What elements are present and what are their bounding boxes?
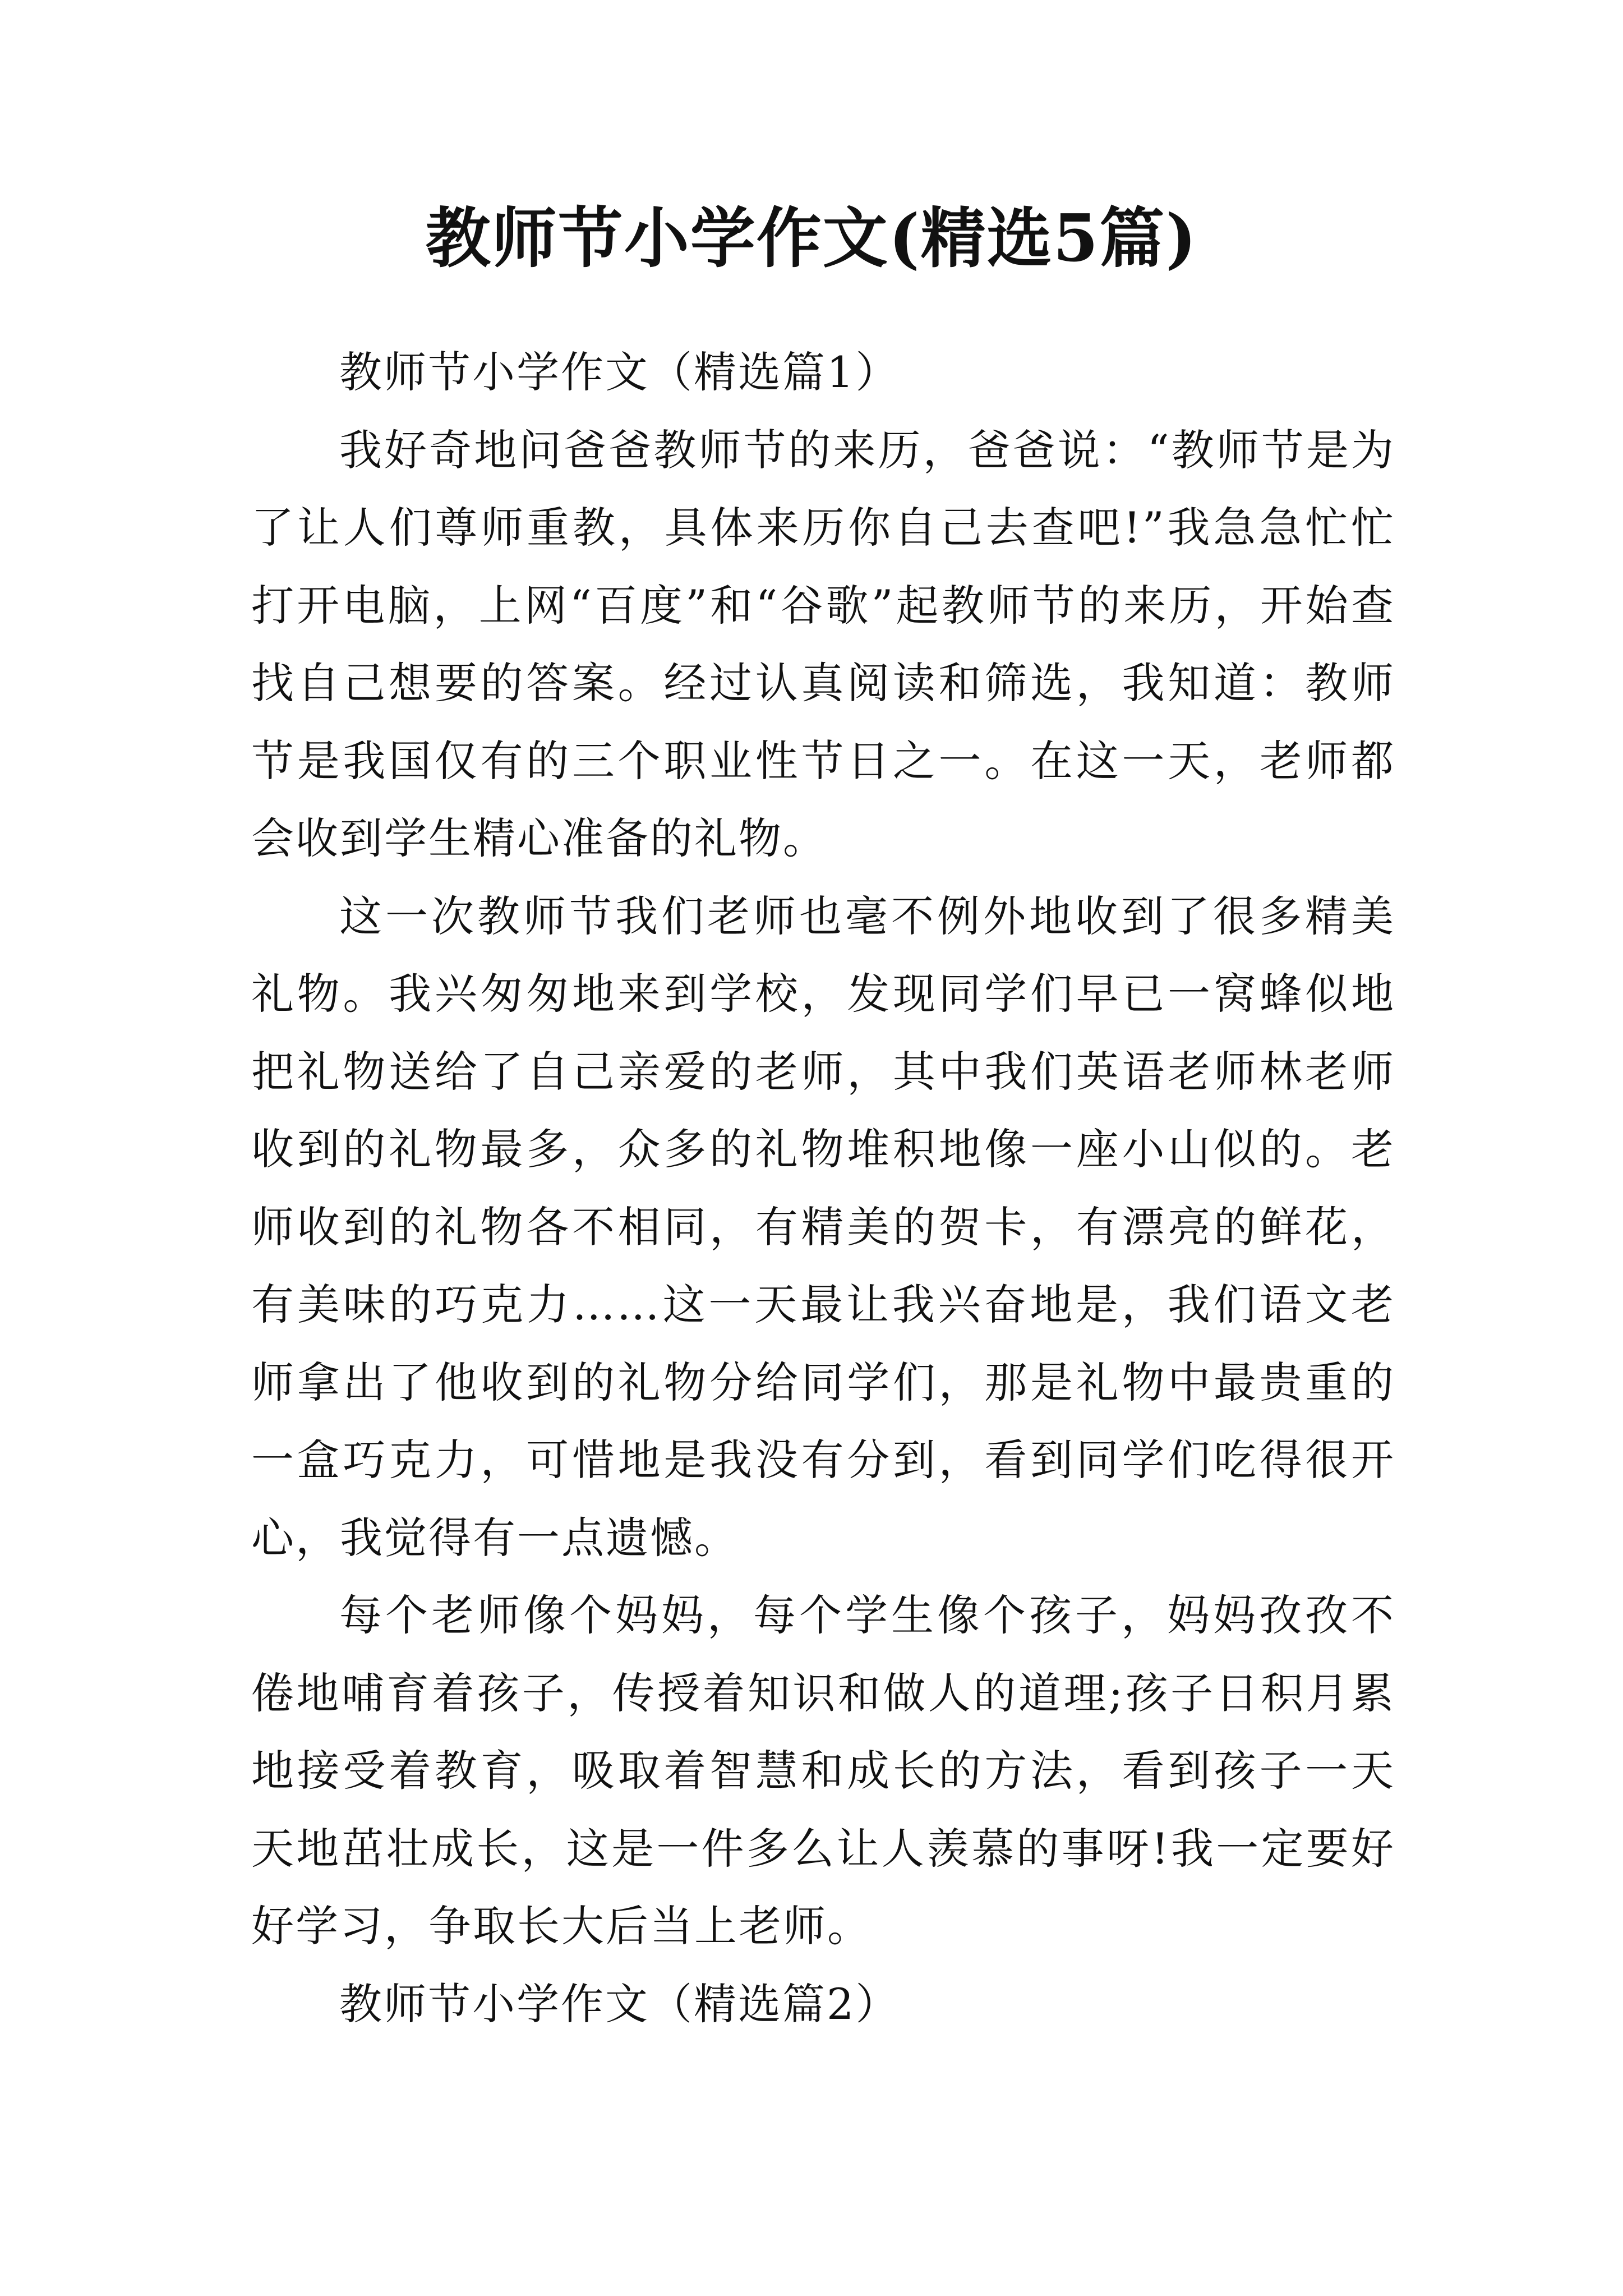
section-heading-1: 教师节小学作文（精选篇1）	[339, 347, 900, 397]
paragraph-3: 每个老师像个妈妈，每个学生像个孩子，妈妈孜孜不倦地哺育着孩子，传授着知识和做人的道理;孩子日积月累地接受着教育，吸取着智慧和成长的方法，看到孩子一天天地茁壮成长，这是一件多么让人羡慕的事呀!我一定要好好学习，争取长大后当上老师。	[251, 1590, 1395, 1951]
document-title: 教师节小学作文(精选5篇)	[425, 200, 1198, 277]
section-heading-2: 教师节小学作文（精选篇2）	[339, 1978, 900, 2029]
paragraph-2: 这一次教师节我们老师也毫不例外地收到了很多精美礼物。我兴匆匆地来到学校，发现同学们早已一窝蜂似地把礼物送给了自己亲爱的老师，其中我们英语老师林老师收到的礼物最多，众多的礼物堆积地像一座小山似的。老师收到的礼物各不相同，有精美的贺卡，有漂亮的鲜花，有美味的巧克力……这一天最让我兴奋地是，我们语文老师拿出了他收到的礼物分给同学们，那是礼物中最贵重的一盒巧克力，可惜地是我没有分到，看到同学们吃得很开心，我觉得有一点遗憾。	[251, 891, 1395, 1563]
document-body	[251, 334, 1395, 2043]
paragraph-1: 我好奇地问爸爸教师节的来历，爸爸说：“教师节是为了让人们尊师重教，具体来历你自己去查吧!”我急急忙忙打开电脑，上网“百度”和“谷歌”起教师节的来历，开始查找自己想要的答案。经过认真阅读和筛选，我知道：教师节是我国仅有的三个职业性节日之一。在这一天，老师都会收到学生精心准备的礼物。	[251, 425, 1395, 863]
